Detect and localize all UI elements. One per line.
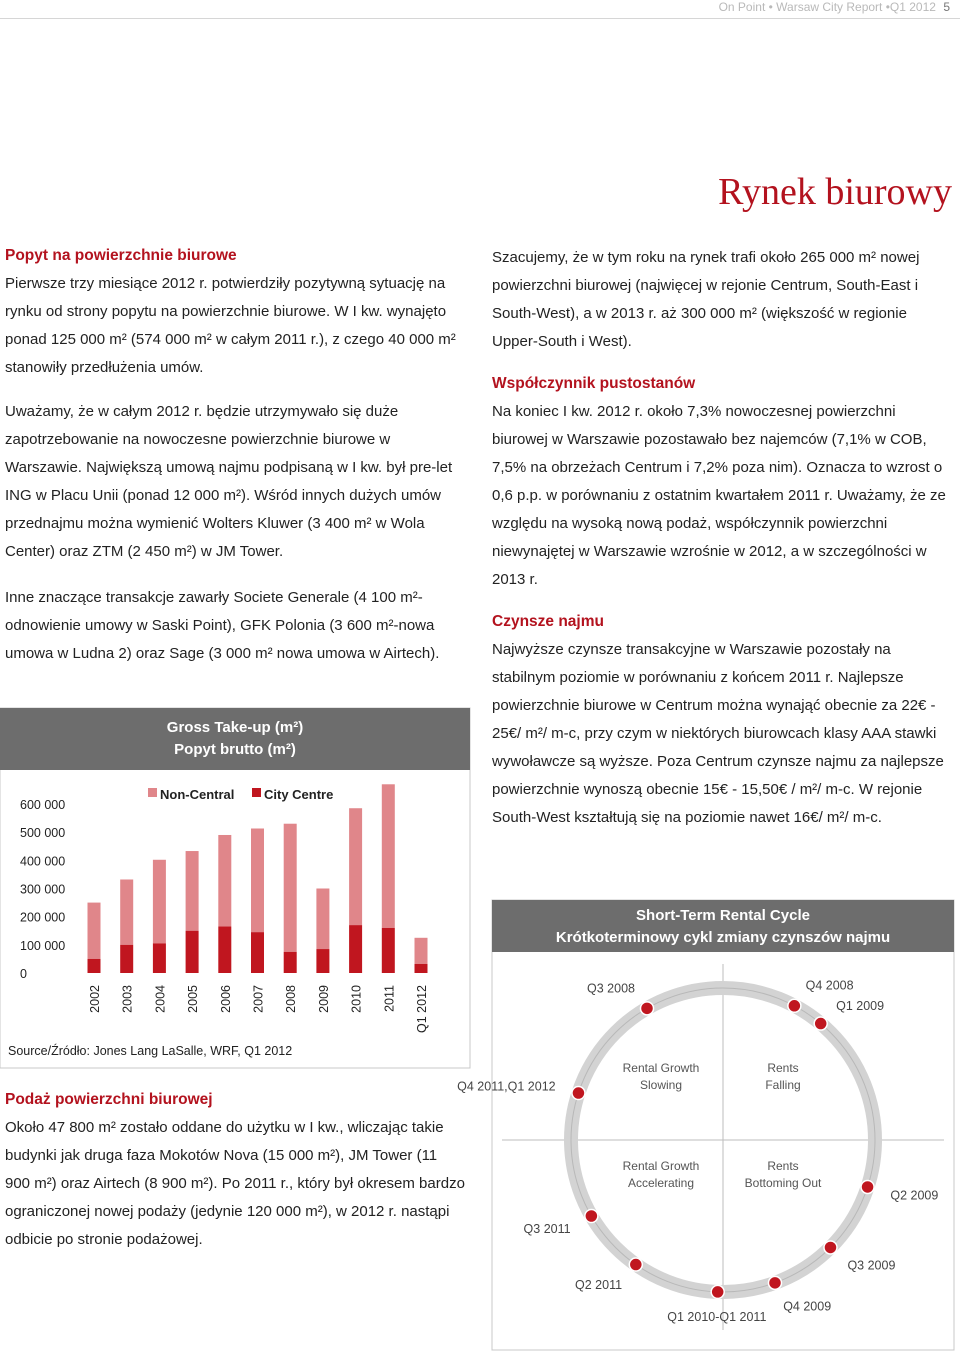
chart-banner [0, 708, 470, 770]
x-tick-label: 2005 [186, 985, 201, 1013]
bar-city-centre [316, 949, 329, 973]
running-header [719, 0, 950, 14]
cycle-point-label: Q3 2011 [523, 1222, 571, 1236]
para-demand-3: Inne znaczące transakcje zawarły Societe Generale (4 100 m²-odnowienie umowy w Saski Point), GFK Polonia (3 600 m²-nowa umowa w Ludna 2) oraz Sage (3 000 m² nowa umowa w Airtech). [5, 589, 440, 662]
cycle-point-label: Q3 2009 [847, 1258, 896, 1273]
cycle-point [788, 999, 801, 1012]
cycle-point [824, 1241, 837, 1254]
cycle-point [641, 1002, 654, 1015]
y-tick-label: 400 000 [20, 854, 66, 869]
quadrant-label-line2: Bottoming Out [744, 1176, 822, 1190]
para-demand-2: Uważamy, że w całym 2012 r. będzie utrzymywało się duże zapotrzebowanie na nowoczesne powierzchnie biurowe w Warszawie. Największą umową najmu podpisaną w I kw. był pre-let ING w Placu Unii (ponad 12 000 m²). Wśród innych dużych umów przednajmu można wymienić Wolters Kluwer (3 400 m² w Wola Center) oraz ZTM (2 450 m²) w JM Tower. [5, 403, 453, 560]
right-column [492, 244, 954, 832]
bar-non-central [382, 784, 395, 928]
quadrant-label-line2: Slowing [639, 1078, 683, 1092]
para-forecast: Szacujemy, że w tym roku na rynek trafi około 265 000 m² nowej powierzchni biurowej (najwięcej w rejonie Centrum, South-East i South-West), a w 2013 r. aż 300 000 m² (większość w regionie Upper-South i West). [492, 249, 920, 350]
chart-title: Gross Take-up (m²) [166, 719, 304, 736]
y-tick-label: 100 000 [20, 938, 66, 953]
para-rents: Najwyższe czynsze transakcyjne w Warszawie pozostały na stabilnym poziomie w porównaniu z końcem 2011 r. Najlepsze powierzchnie biurowe w Centrum można wynająć obecnie za 22€ - 25€/ m²/ m-c, przy czym w niektórych biurowcach klasy AAA stawki wywoławcze są wyższe. Poza Centrum czynsze najmu za najlepsze powierzchnie wynoszą obecnie 15€ - 15,50€ / m²/ m-c. W rejonie South-West kształtują się na poziomie nawet 16€/ m²/ m-c. [492, 641, 944, 826]
cycle-point-label: Q3 2008 [587, 981, 635, 996]
para-supply: Około 47 800 m² zostało oddane do użytku w I kw., wliczając takie budynki jak druga faza Mokotów Nova (15 000 m²), JM Tower (11 900 m²) oraz Airtech (8 900 m²). Po 2011 r., który był okresem bardzo ograniczonej nowej podaży (jedynie 120 000 m²), w 2012 r. nastąpi odbicie po stronie podażowej. [5, 1119, 465, 1248]
bar-city-centre [284, 952, 297, 973]
bar-non-central [349, 808, 362, 925]
cycle-point [814, 1017, 827, 1030]
x-tick-label: 2003 [120, 985, 135, 1013]
chart-source: Source/Źródło: Jones Lang LaSalle, WRF, Q1 2012 [8, 1044, 293, 1058]
heading-rents: Czynsze najmu [492, 613, 604, 630]
bar-non-central [218, 835, 231, 927]
running-title: On Point • Warsaw City Report •Q1 2012 [718, 0, 936, 14]
x-tick-label: 2011 [382, 985, 397, 1012]
x-tick-label: 2008 [284, 985, 299, 1013]
legend-swatch-city-centre [252, 788, 261, 797]
y-tick-label: 0 [20, 967, 27, 981]
bar-non-central [415, 938, 428, 964]
bar-city-centre [120, 945, 133, 973]
cycle-point [711, 1285, 724, 1298]
cycle-subtitle: Krótkoterminowy cykl zmiany czynszów najmu [555, 929, 891, 946]
cycle-point-label: Q2 2011 [575, 1278, 623, 1293]
x-tick-label: Q1 2012 [415, 985, 429, 1033]
y-tick-label: 300 000 [20, 882, 66, 897]
cycle-point-label: Q4 2009 [783, 1299, 832, 1314]
page-number: 5 [943, 0, 950, 14]
quadrant-label-line1: Rents [767, 1159, 799, 1173]
supply-section [5, 1086, 465, 1254]
bar-non-central [186, 851, 199, 931]
rental-cycle-svg [457, 900, 954, 1350]
x-tick-label: 2009 [316, 985, 331, 1013]
para-vacancy: Na koniec I kw. 2012 r. około 7,3% nowoczesnej powierzchni biurowej w Warszawie pozostawało bez najemców (7,1% w COB, 7,5% na obrzeżach Centrum i 7,2% poza nim). Oznacza to wzrost o 0,6 p.p. w porównaniu z ostatnim kwartałem 2011 r. Uważamy, że ze względu na wysoką nową podaż, współczynnik powierzchni niewynajętej w Warszawie wzrośnie w 2012, a w szczególności w 2013 r. [492, 403, 946, 588]
bar-non-central [251, 829, 264, 933]
take-up-chart [0, 708, 470, 1068]
page-title: Rynek biurowy [718, 171, 952, 213]
cycle-point-label: Q4 2011,Q1 2012 [457, 1079, 556, 1094]
bar-non-central [316, 889, 329, 950]
bar-city-centre [382, 928, 395, 973]
y-tick-label: 500 000 [20, 826, 66, 841]
quadrant-label-line2: Falling [765, 1078, 801, 1092]
bar-city-centre [415, 964, 428, 973]
quadrant-label-line1: Rents [767, 1061, 799, 1075]
bar-city-centre [218, 927, 231, 973]
x-tick-label: 2004 [153, 985, 168, 1013]
bar-city-centre [349, 925, 362, 973]
cycle-point-label: Q2 2009 [890, 1188, 939, 1203]
cycle-point [585, 1210, 598, 1223]
heading-vacancy: Współczynnik pustostanów [492, 375, 696, 392]
cycle-point [861, 1180, 874, 1193]
left-column [5, 242, 460, 668]
take-up-chart-svg [0, 708, 470, 1068]
quadrant-label-line2: Accelerating [627, 1176, 695, 1190]
x-tick-label: 2010 [349, 985, 364, 1013]
cycle-point-label: Q1 2009 [836, 999, 885, 1014]
quadrant-label-line1: Rental Growth [622, 1061, 700, 1075]
y-tick-label: 600 000 [20, 798, 66, 812]
header-divider [0, 18, 960, 19]
legend-label-non-central: Non-Central [160, 787, 235, 802]
cycle-point-label: Q4 2008 [805, 978, 854, 993]
legend-label-city-centre: City Centre [264, 787, 334, 802]
bar-non-central [120, 879, 133, 944]
cycle-point [768, 1276, 781, 1289]
bar-city-centre [186, 931, 199, 973]
chart-subtitle: Popyt brutto (m²) [174, 741, 296, 758]
bar-city-centre [153, 943, 166, 973]
bar-city-centre [88, 959, 101, 973]
x-tick-label: 2006 [218, 985, 233, 1013]
legend-swatch-non-central [148, 788, 157, 797]
cycle-point-label: Q1 2010-Q1 2011 [667, 1309, 767, 1324]
bar-non-central [88, 903, 101, 959]
rental-cycle-diagram [457, 900, 954, 1350]
bar-non-central [284, 824, 297, 952]
cycle-point [629, 1258, 642, 1271]
bar-city-centre [251, 932, 264, 973]
quadrant-label-line1: Rental Growth [622, 1159, 700, 1173]
para-demand-1: Pierwsze trzy miesiące 2012 r. potwierdziły pozytywną sytuację na rynku od strony popytu na powierzchnie biurowe. W I kw. wynajęto ponad 125 000 m² (574 000 m² w całym 2011 r.), z czego 40 000 m² stanowiły przedłużenia umów. [5, 275, 456, 376]
heading-demand: Popyt na powierzchnie biurowe [5, 247, 237, 264]
cycle-title: Short-Term Rental Cycle [636, 907, 810, 924]
heading-supply: Podaż powierzchni biurowej [5, 1091, 213, 1108]
x-tick-label: 2007 [251, 985, 266, 1013]
bar-non-central [153, 860, 166, 944]
x-tick-label: 2002 [88, 985, 102, 1013]
cycle-point [572, 1087, 585, 1100]
y-tick-label: 200 000 [20, 910, 66, 925]
